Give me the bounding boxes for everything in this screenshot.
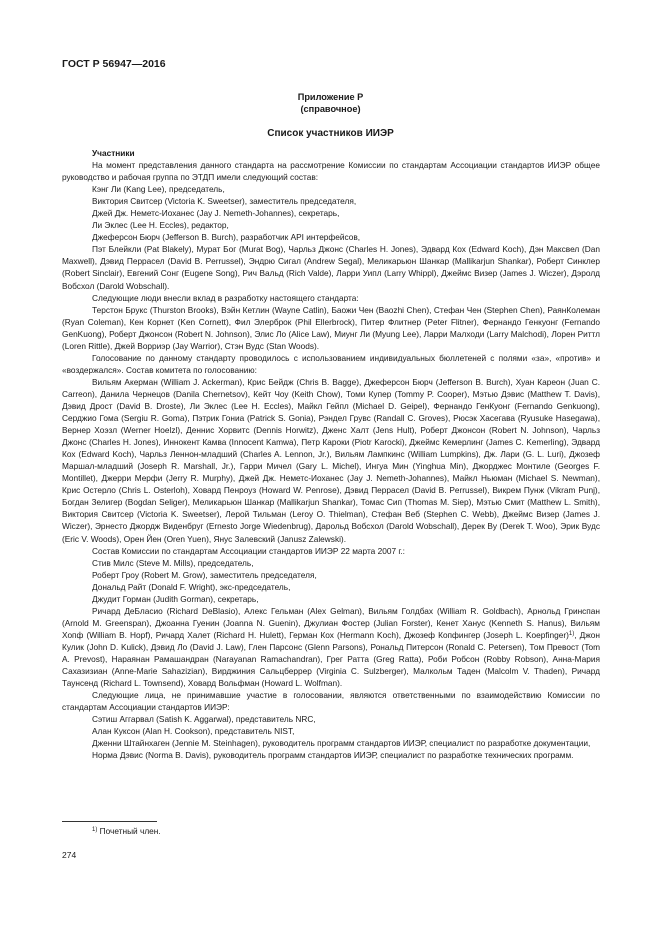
paragraph: Норма Дэвис (Norma B. Davis), руководитель программ стандартов ИИЭР, специалист по разработке технических программ.: [92, 750, 574, 761]
paragraph: Пэт Блейкли (Pat Blakely), Мурат Бог (Murat Bog), Чарльз Джонс (Charles H. Jones), Эдвард Кох (Edward Koch), Дэн Максвел (Dan Maxwell), Дэвид Перрасел (David B. Perrussel), Эндрю Сигал (Andrew Segal), Меликарьюн Шанкар (Mallikarjun Shankar), Роберт Синклер (Robert Sinclair), Евгений Сонг (Eugene Song), Рич Вальд (Rich Valde), Ларри Уипл (Larry Whippl), Джеймс Визер (James J. Wiczer), Дэролд Вобсхол (Darold Wobschall).: [62, 244, 600, 291]
page-number: 274: [62, 850, 77, 860]
paragraph: Ли Эклес (Lee H. Eccles), редактор,: [92, 220, 229, 231]
paragraph: Вильям Акерман (William J. Ackerman), Крис Бейдж (Chris B. Bagge), Джеферсон Бюрч (Jefferson B. Burch), Хуан Кареон (Juan C. Carreon), Данила Чернецов (Danila Chernetsov), Кейт Чоу (Keith Chow), Томи Купер (Tommy P. Cooper), Мэтью Дэвис (Matthew T. Davis), Дэвид Дрост (David B. Droste), Ли Эклес (Lee H. Eccles), Майкл Гейпл (Michael D. Geipel), Фернандо ГенКуонг (Fernando Genkuong), Серджио Гома (Sergiu R. Goma), Пэтрик Гониа (Patrick S. Gonia), Рэндел Грувс (Randall C. Groves), Рюсэк Хасегава (Ryusuke Hasegawa), Вернер Хоэзл (Werner Hoelzl), Деннис Хорвитс (Dennis Horwitz), Дженс Халт (Jens Hult), Роберт Джонсон (Robert N. Johnson), Чарльз Джонс (Charles H. Jones), Иннокент Камва (Innocent Kamwa), Петр Кароки (Piotr Karocki), Джеймс Кемерлинг (James C. Kemerling), Эдвард Кох (Edward Koch), Чарльз Леннон-младший (Charles A. Lennon, Jr.), Вильям Лампкинс (William Lumpkins), Дж. Лари (G. L. Luri), Джозеф Маршал-младший (Joseph R. Marshall, Jr.), Гарри Мичел (Gary L. Michel), Ингуа Мин (Yinghua Min), Джорджес Монтиле (Georges F. Montillet), Джерри Мерфи (Jerry R. Murphy), Джей Дж. Неметс-Иоханес (Jay J. Nemeth-Johannes), Майкл Ньюман (Michael S. Newman), Крис Остерло (Chris L. Osterloh), Ховард Пенроуз (Howard W. Penrose), Дэвид Перрасел (David B. Perrussel), Викрем Пунж (Vikram Punj), Богдан Зелигер (Bogdan Seliger), Меликарьюн Шанкар (Mallikarjun Shankar), Томас Сип (Thomas M. Siep), Мэтью Смит (Matthew L. Smith), Виктория Свитсер (Victoria K. Sweetser), Лерой Тильман (Leroy O. Thielman), Стефан Веб (Stephen C. Webb), Джеймс Визер (James J. Wiczer), Эрнесто Джордж Виденбруг (Ernesto Jorge Wiedenbrug), Дарольд Вобсхол (Darold Wobschall), Дерек Ву (Derek T. Woo), Эрик Вудс (Eric V. Woods), Орен Йен (Oren Yuen), Янус Залевский (Janusz Zalewski).: [62, 376, 600, 544]
document-body: [62, 147, 600, 761]
paragraph: Дональд Райт (Donald F. Wright), экс-председатель,: [92, 581, 291, 592]
paragraph: Кэнг Ли (Kang Lee), председатель,: [92, 184, 225, 195]
paragraph: Сэтиш Аггарвал (Satish K. Aggarwal), представитель NRC,: [92, 714, 316, 725]
paragraph: Алан Куксон (Alan H. Cookson), представитель NIST,: [92, 726, 295, 737]
paragraph: На момент представления данного стандарта на рассмотрение Комиссии по стандартам Ассоциации стандартов ИИЭР общее руководство и рабочая группа по ЭТДП имели следующий состав:: [62, 160, 600, 183]
appendix-title: Приложение Р: [297, 92, 364, 102]
document-header: ГОСТ Р 56947—2016: [62, 58, 166, 70]
paragraph: Джеферсон Бюрч (Jefferson B. Burch), разработчик API интерфейсов,: [92, 232, 361, 243]
appendix-note: (справочное): [300, 104, 361, 114]
paragraph: Голосование по данному стандарту проводилось с использованием индивидуальных бюллетеней с полями «за», «против» и «воздержался». Состав комитета по голосованию:: [62, 352, 600, 375]
paragraph: Дженни Штайнхаген (Jennie M. Steinhagen), руководитель программ стандартов ИИЭР, специалист по разработке документации,: [92, 738, 591, 749]
paragraph: Следующие лица, не принимавшие участие в голосовании, являются ответственными по взаимодействию Комиссии по стандартам Ассоциации стандартов ИИЭР:: [62, 690, 600, 713]
paragraph-part: Ричард ДеБласио (Richard DeBlasio), Алекс Гельман (Alex Gelman), Вильям Голдбах (William R. Goldbach), Арнольд Гринспан (Arnold M. Greenspan), Джоанна Гуенин (Joanna N. Guenin), Джулиан Фостер (Julian Forster), Кенет Ханус (Kenneth S. Hanus), Вильям Хопф (William B. Hopf), Ричард Халет (Richard H. Hulett), Герман Кох (Hermann Koch), Джозеф Копфингер (Joseph L. Koepfinger): [62, 605, 600, 640]
paragraph: Виктория Свитсер (Victoria K. Sweetser), заместитель председателя,: [92, 196, 357, 207]
list-title: Список участников ИИЭР: [267, 128, 394, 139]
paragraph: Следующие люди внесли вклад в разработку настоящего стандарта:: [92, 292, 359, 303]
paragraph: Терстон Брукс (Thurston Brooks), Вэйн Кетлин (Wayne Catlin), Баожи Чен (Baozhi Chen), Стефан Чен (Stephen Chen), РаянКолеман (Ryan Coleman), Кен Корнет (Ken Cornett), Фил Элерброк (Phil Ellerbrock), Питер Флитнер (Peter Flitner), Фернандо Генкуонг (Fernando GenKuong), Роберт Джонсон (Robert N. Johnson), Элис Ло (Alice Law), Миунг Ли (Myung Lee), Ларри Малходи (Larry Malchodi), Лорен Риттл (Loren Rittle), Джей Ворриэр (Jay Warrior), Стэн Вудс (Stan Woods).: [62, 304, 600, 351]
footnote-text: Почетный член.: [99, 826, 161, 836]
paragraph: Джей Дж. Неметс-Иоханес (Jay J. Nemeth-Johannes), секретарь,: [92, 208, 340, 219]
paragraph-part: , Джон Кулик (John D. Kulick), Дэвид Ло (David J. Law), Глен Парсонс (Glenn Parsons), Рональд Питерсон (Ronald C. Petersen), Том Превост (Tom A. Prevost), Нараянан Рамашандран (Narayanan Ramachandran), Грег Ратта (Greg Ratta), Роби Робсон (Robby Robson), Анна-Мария Сахазизиан (Anne-Marie Sahazizian), Вирджиния Сальцберрер (Virginia C. Sulzberger), Малкольм Таден (Malcolm V. Thaden), Ричард Таунсенд (Richard L. Townsend), Ховард Вольфман (Howard L. Wolfman).: [62, 629, 600, 689]
paragraph: Стив Милс (Steve M. Mills), председатель,: [92, 557, 254, 568]
footnote-marker: 1): [92, 827, 98, 833]
paragraph: Состав Комиссии по стандартам Ассоциации стандартов ИИЭР 22 марта 2007 г.:: [92, 545, 405, 556]
paragraph: [62, 605, 600, 689]
footnote: [92, 826, 161, 836]
section-heading: Участники: [92, 148, 135, 158]
paragraph: Джудит Горман (Judith Gorman), секретарь,: [92, 593, 259, 604]
footnote-reference: 1): [568, 630, 575, 637]
footnote-divider: [62, 821, 157, 822]
paragraph: Роберт Грoу (Robert M. Grow), заместитель председателя,: [92, 569, 317, 580]
